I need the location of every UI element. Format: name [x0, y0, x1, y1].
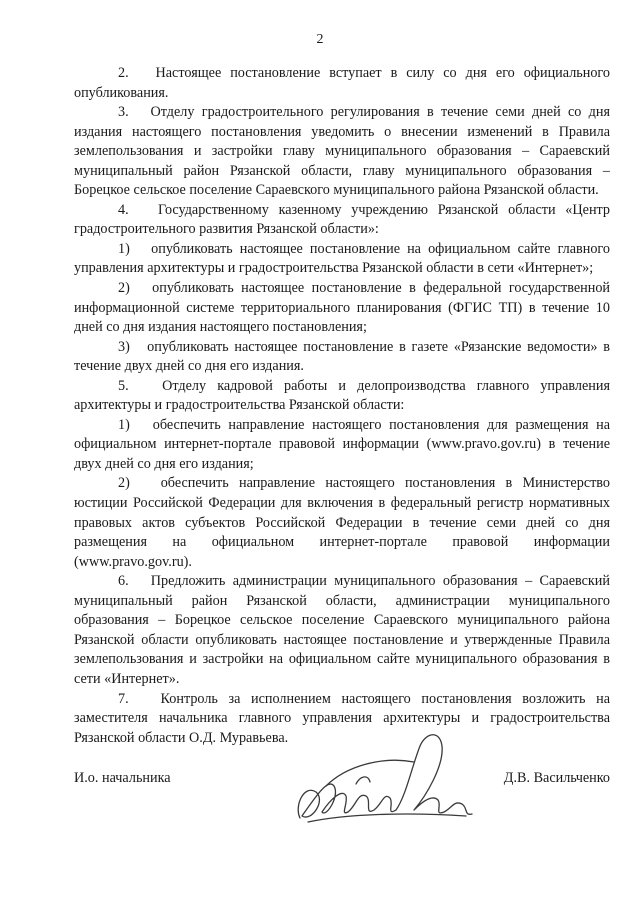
- item-number: 4.: [118, 201, 129, 218]
- paragraph-item-5: [74, 377, 610, 416]
- paragraph-item-4-1: [74, 240, 610, 279]
- signatory-position: И.о. начальника: [74, 770, 171, 786]
- paragraph-item-6: [74, 572, 610, 689]
- handwritten-signature: [286, 726, 476, 836]
- paragraph-item-5-1: [74, 416, 610, 475]
- item-text: Настоящее постановление вступает в силу со дня его официального опубликования.: [74, 65, 610, 101]
- item-number: 7.: [118, 690, 129, 707]
- item-text: опубликовать настоящее постановление в федеральной государственной информационной системе территориального планирования (ФГИС ТП) в течение 10 дней со дня издания настоящего постановления;: [74, 280, 611, 336]
- item-number: 2): [118, 280, 130, 297]
- item-number: 5.: [118, 377, 129, 394]
- item-text: Отделу кадровой работы и делопроизводства главного управления архитектуры и градостроительства Рязанской области:: [74, 377, 611, 414]
- paragraph-item-3: [74, 103, 610, 201]
- item-number: 2): [118, 475, 130, 492]
- paragraph-item-5-2: [74, 474, 610, 572]
- document-body: [74, 64, 610, 748]
- item-text: опубликовать настоящее постановление на официальном сайте главного управления архитектуры и градостроительства Рязанской области в сети «Интернет»;: [74, 240, 610, 277]
- page-number: 2: [316, 32, 324, 47]
- item-number: 1): [118, 240, 130, 257]
- paragraph-item-4: [74, 201, 610, 240]
- item-text: опубликовать настоящее постановление в газете «Рязанские ведомости» в течение двух дней со дня его издания.: [74, 338, 610, 375]
- paragraph-item-4-3: [74, 338, 610, 377]
- paragraph-item-2: [74, 64, 610, 103]
- item-number: 3): [118, 338, 130, 355]
- paragraph-item-4-2: [74, 279, 610, 338]
- item-text: Отделу градостроительного регулирования в течение семи дней со дня издания настоящего постановления уведомить о внесении изменений в Правила землепользования и застройки главу муниципального образования – Сараевский муниципальный район Рязанской области, главу муниципального образования – Борецкое сельское поселение Сараевского муниципального района Рязанской области.: [74, 104, 610, 199]
- item-number: 3.: [118, 104, 129, 121]
- item-text: Государственному казенному учреждению Рязанской области «Центр градостроительного развития Рязанской области»:: [74, 201, 611, 238]
- item-number: 1): [118, 416, 130, 433]
- item-text: обеспечить направление настоящего постановления в Министерство юстиции Российской Федерации для включения в федеральный регистр нормативных правовых актов субъектов Российской Федерации в течение семи дней со дня размещения на официальном интернет-портале правовой информации (www.pravo.gov.ru).: [74, 475, 611, 570]
- item-number: 6.: [118, 573, 129, 590]
- item-text: обеспечить направление настоящего постановления для размещения на официальном интернет-портале правовой информации (www.pravo.gov.ru) в течение двух дней со дня его издания;: [74, 416, 610, 472]
- item-text: Предложить администрации муниципального образования – Сараевский муниципальный район Рязанской области, администрации муниципального образования – Борецкое сельское поселение Сараевского муниципального района Рязанской области опубликовать настоящее постановление и утвержденные Правила землепользования и застройки на официальном сайте муниципального образования в сети «Интернет».: [74, 573, 610, 687]
- signatory-name: Д.В. Васильченко: [503, 770, 610, 786]
- item-number: 2.: [118, 65, 129, 81]
- item-text: Контроль за исполнением настоящего постановления возложить на заместителя начальника главного управления архитектуры и градостроительства Рязанской области О.Д. Муравьева.: [74, 690, 610, 746]
